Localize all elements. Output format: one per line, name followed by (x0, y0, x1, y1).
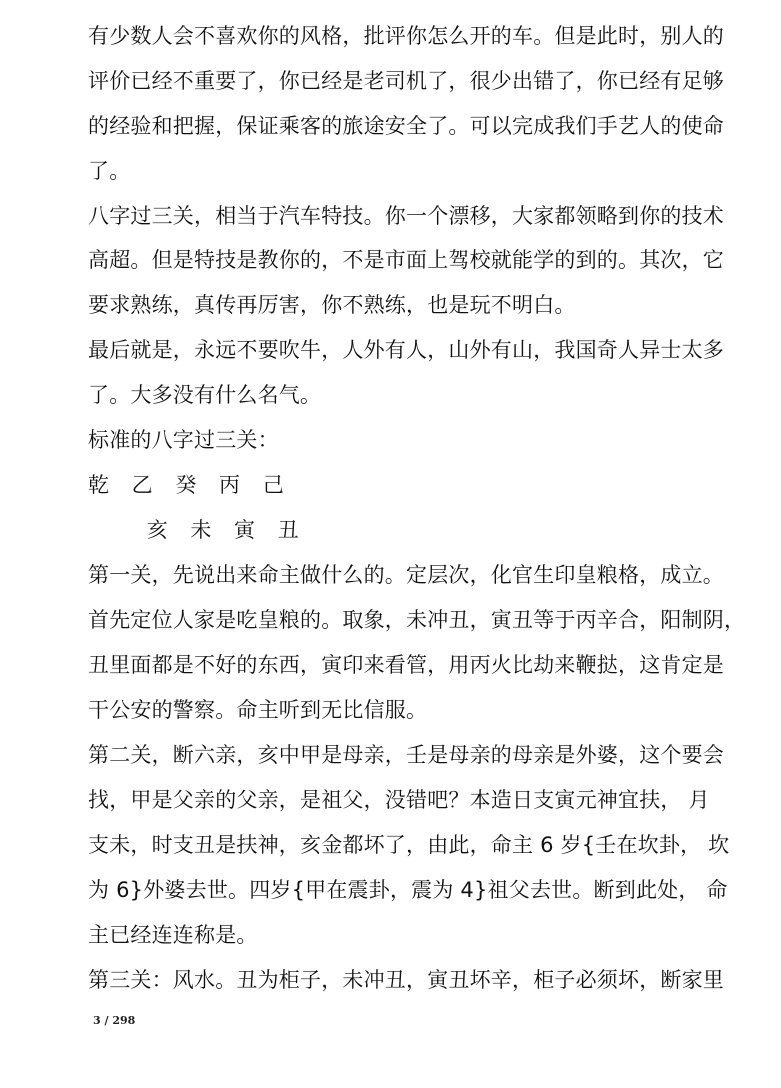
page-number: 3 / 298 (93, 1014, 136, 1027)
text-line: 了。大多没有什么名气。 (88, 383, 322, 407)
text-line: 要求熟练，真传再厉害，你不熟练，也是玩不明白。 (88, 293, 576, 317)
text-line: 最后就是，永远不要吹牛，人外有人，山外有山，我国奇人异士太多 (88, 338, 724, 362)
text-line: 首先定位人家是吃皇粮的。取象，未冲丑，寅丑等于丙辛合，阳制阴， (88, 608, 746, 632)
text-line: 第一关，先说出来命主做什么的。定层次，化官生印皇粮格，成立。 (88, 563, 724, 587)
text-line: 高超。但是特技是教你的，不是市面上驾校就能学的到的。其次，它 (88, 248, 724, 272)
text-line: 第三关：风水。丑为柜子，未冲丑，寅丑坏辛，柜子必须坏，断家里 (88, 968, 724, 992)
text-line: 的经验和把握，保证乘客的旅途安全了。可以完成我们手艺人的使命 (88, 114, 724, 138)
text-line: 支未，时支丑是扶神，亥金都坏了，由此，命主 6 岁{壬在坎卦， 坎 (88, 833, 730, 857)
text-line: 找，甲是父亲的父亲，是祖父，没错吧？本造日支寅元神宜扶， 月 (88, 788, 710, 812)
text-line: 八字过三关，相当于汽车特技。你一个漂移，大家都领略到你的技术 (88, 204, 724, 228)
text-line: 第二关，断六亲，亥中甲是母亲，壬是母亲的母亲是外婆，这个要会 (88, 743, 724, 767)
text-line: 为 6}外婆去世。四岁{甲在震卦，震为 4}祖父去世。断到此处， 命 (88, 878, 728, 902)
text-line: 主已经连连称是。 (88, 923, 258, 947)
text-line: 干公安的警察。命主听到无比信服。 (88, 698, 428, 722)
text-line: 丑里面都是不好的东西，寅印来看管，用丙火比劫来鞭挞，这肯定是 (88, 653, 724, 677)
text-line: 有少数人会不喜欢你的风格，批评你怎么开的车。但是此时，别人的 (88, 24, 724, 48)
bazi-row-stems: 乾 乙 癸 丙 己 (88, 473, 292, 497)
text-line: 评价已经不重要了，你已经是老司机了，很少出错了，你已经有足够 (88, 69, 724, 93)
text-line: 标准的八字过三关： (88, 428, 279, 452)
bazi-row-branches: 亥 未 寅 丑 (88, 518, 307, 542)
text-line: 了。 (88, 159, 131, 183)
